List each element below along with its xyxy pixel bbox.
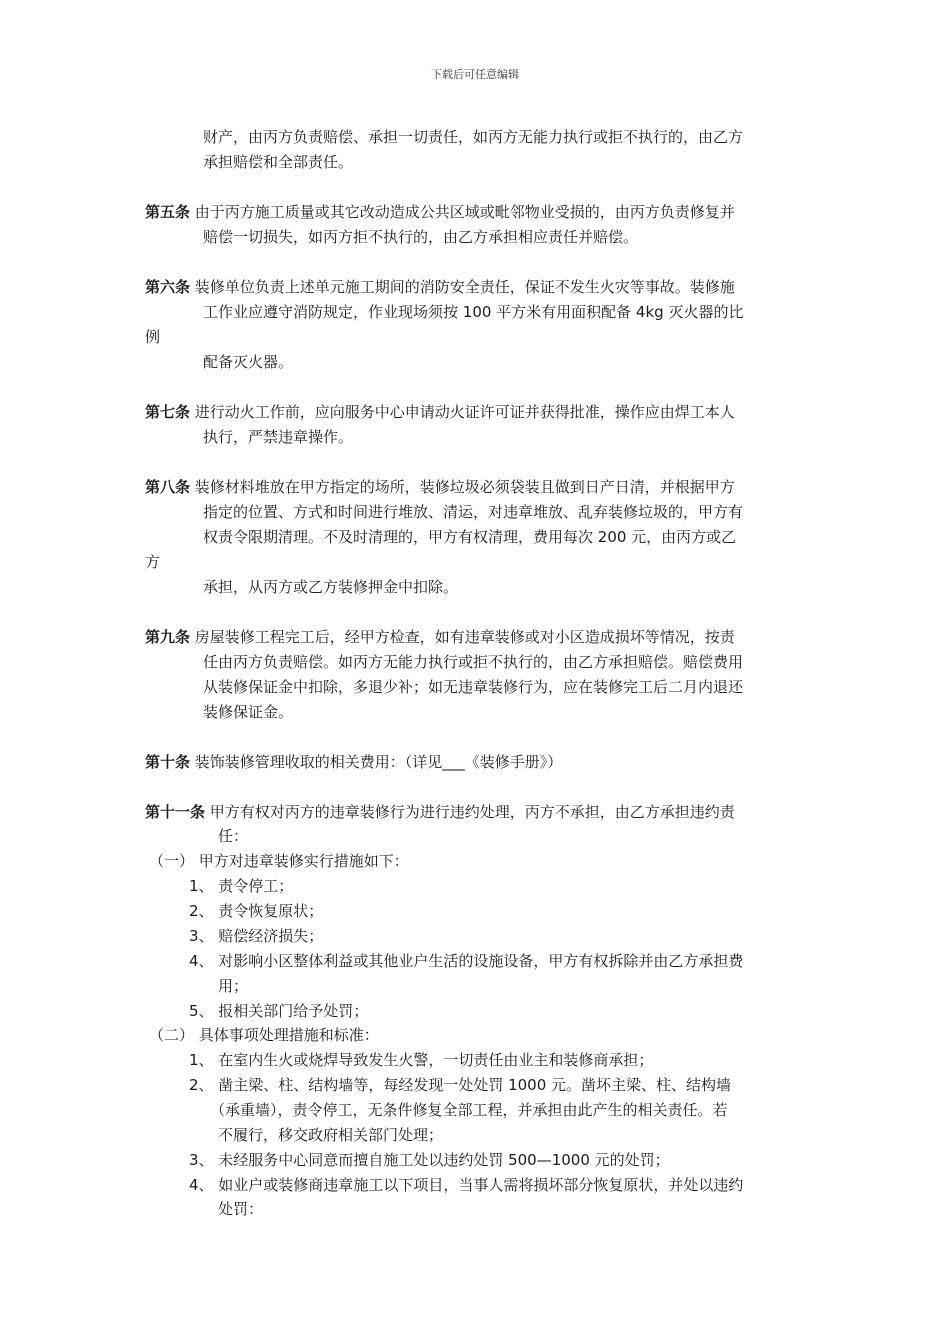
paragraph-line: 例 bbox=[145, 328, 161, 346]
section-heading: （一） 甲方对违章装修实行措施如下： bbox=[149, 852, 409, 870]
paragraph-line: 装修保证金。 bbox=[203, 703, 294, 721]
page-header: 下载后可任意编辑 bbox=[431, 68, 519, 81]
list-item: 2、 责令恢复原状； bbox=[189, 902, 324, 920]
paragraph-line: 承担，从丙方或乙方装修押金中扣除。 bbox=[203, 578, 459, 596]
article-title: 第六条 bbox=[145, 278, 191, 296]
list-item: 3、 赔偿经济损失； bbox=[189, 927, 324, 945]
article-10: 第十条 装饰装修管理收取的相关费用：（详见___《装修手册》） bbox=[145, 753, 563, 771]
paragraph-line: 方 bbox=[145, 553, 161, 571]
list-item: 3、 未经服务中心同意而擅自施工处以违约处罚 500—1000 元的处罚； bbox=[189, 1151, 670, 1169]
article-5: 第五条 由于丙方施工质量或其它改动造成公共区域或毗邻物业受损的，由丙方负责修复并 bbox=[145, 203, 735, 221]
list-item: 1、 在室内生火或烧焊导致发生火警，一切责任由业主和装修商承担； bbox=[189, 1051, 654, 1069]
article-title: 第五条 bbox=[145, 203, 191, 221]
article-title: 第十条 bbox=[145, 753, 191, 771]
list-item-continuation: （承重墙），责令停工，无条件修复全部工程，并承担由此产生的相关责任。若 bbox=[210, 1101, 728, 1119]
article-title: 第九条 bbox=[145, 628, 191, 646]
list-item: 4、 对影响小区整体利益或其他业户生活的设施设备，甲方有权拆除并由乙方承担费 bbox=[189, 952, 744, 970]
paragraph-line: 任： bbox=[218, 827, 249, 845]
paragraph-line: 配备灭火器。 bbox=[203, 353, 294, 371]
paragraph-line: 赔偿一切损失，如丙方拒不执行的，由乙方承担相应责任并赔偿。 bbox=[203, 228, 639, 246]
article-title: 第十一条 bbox=[145, 803, 206, 821]
paragraph-line: 权责令限期清理。不及时清理的，甲方有权清理，费用每次 200 元，由丙方或乙 bbox=[203, 528, 737, 546]
article-title: 第七条 bbox=[145, 403, 191, 421]
list-item: 4、 如业户或装修商违章施工以下项目，当事人需将损坏部分恢复原状，并处以违约 bbox=[189, 1176, 744, 1194]
article-6: 第六条 装修单位负责上述单元施工期间的消防安全责任，保证不发生火灾等事故。装修施 bbox=[145, 278, 735, 296]
article-9: 第九条 房屋装修工程完工后，经甲方检查，如有违章装修或对小区造成损坏等情况，按责 bbox=[145, 628, 735, 646]
paragraph-line: 指定的位置、方式和时间进行堆放、清运，对违章堆放、乱弃装修垃圾的，甲方有 bbox=[203, 503, 744, 521]
article-8: 第八条 装修材料堆放在甲方指定的场所，装修垃圾必须袋装且做到日产日清，并根据甲方 bbox=[145, 478, 735, 496]
paragraph-line: 工作业应遵守消防规定，作业现场须按 100 平方米有用面积配备 4kg 灭火器的比 bbox=[203, 303, 744, 321]
article-title: 第八条 bbox=[145, 478, 191, 496]
paragraph-line: 承担赔偿和全部责任。 bbox=[203, 153, 354, 171]
paragraph-line: 执行，严禁违章操作。 bbox=[203, 428, 354, 446]
paragraph-line: 任由丙方负责赔偿。如丙方无能力执行或拒不执行的，由乙方承担赔偿。赔偿费用 bbox=[203, 653, 744, 671]
list-item-continuation: 处罚： bbox=[218, 1200, 264, 1218]
list-item-continuation: 不履行，移交政府相关部门处理； bbox=[218, 1126, 444, 1144]
paragraph-line: 从装修保证金中扣除，多退少补；如无违章装修行为，应在装修完工后二月内退还 bbox=[203, 678, 744, 696]
section-heading: （二） 具体事项处理措施和标准： bbox=[149, 1026, 379, 1044]
list-item: 1、 责令停工； bbox=[189, 877, 294, 895]
list-item-continuation: 用； bbox=[218, 977, 249, 995]
article-11: 第十一条 甲方有权对丙方的违章装修行为进行违约处理，丙方不承担，由乙方承担违约责 bbox=[145, 803, 735, 821]
list-item: 2、 凿主梁、柱、结构墙等，每经发现一处处罚 1000 元。凿坏主梁、柱、结构墙 bbox=[189, 1076, 732, 1094]
list-item: 5、 报相关部门给予处罚； bbox=[189, 1002, 369, 1020]
paragraph-line: 财产，由丙方负责赔偿、承担一切责任，如丙方无能力执行或拒不执行的，由乙方 bbox=[203, 128, 744, 146]
article-7: 第七条 进行动火工作前，应向服务中心申请动火证许可证并获得批准，操作应由焊工本人 bbox=[145, 403, 735, 421]
